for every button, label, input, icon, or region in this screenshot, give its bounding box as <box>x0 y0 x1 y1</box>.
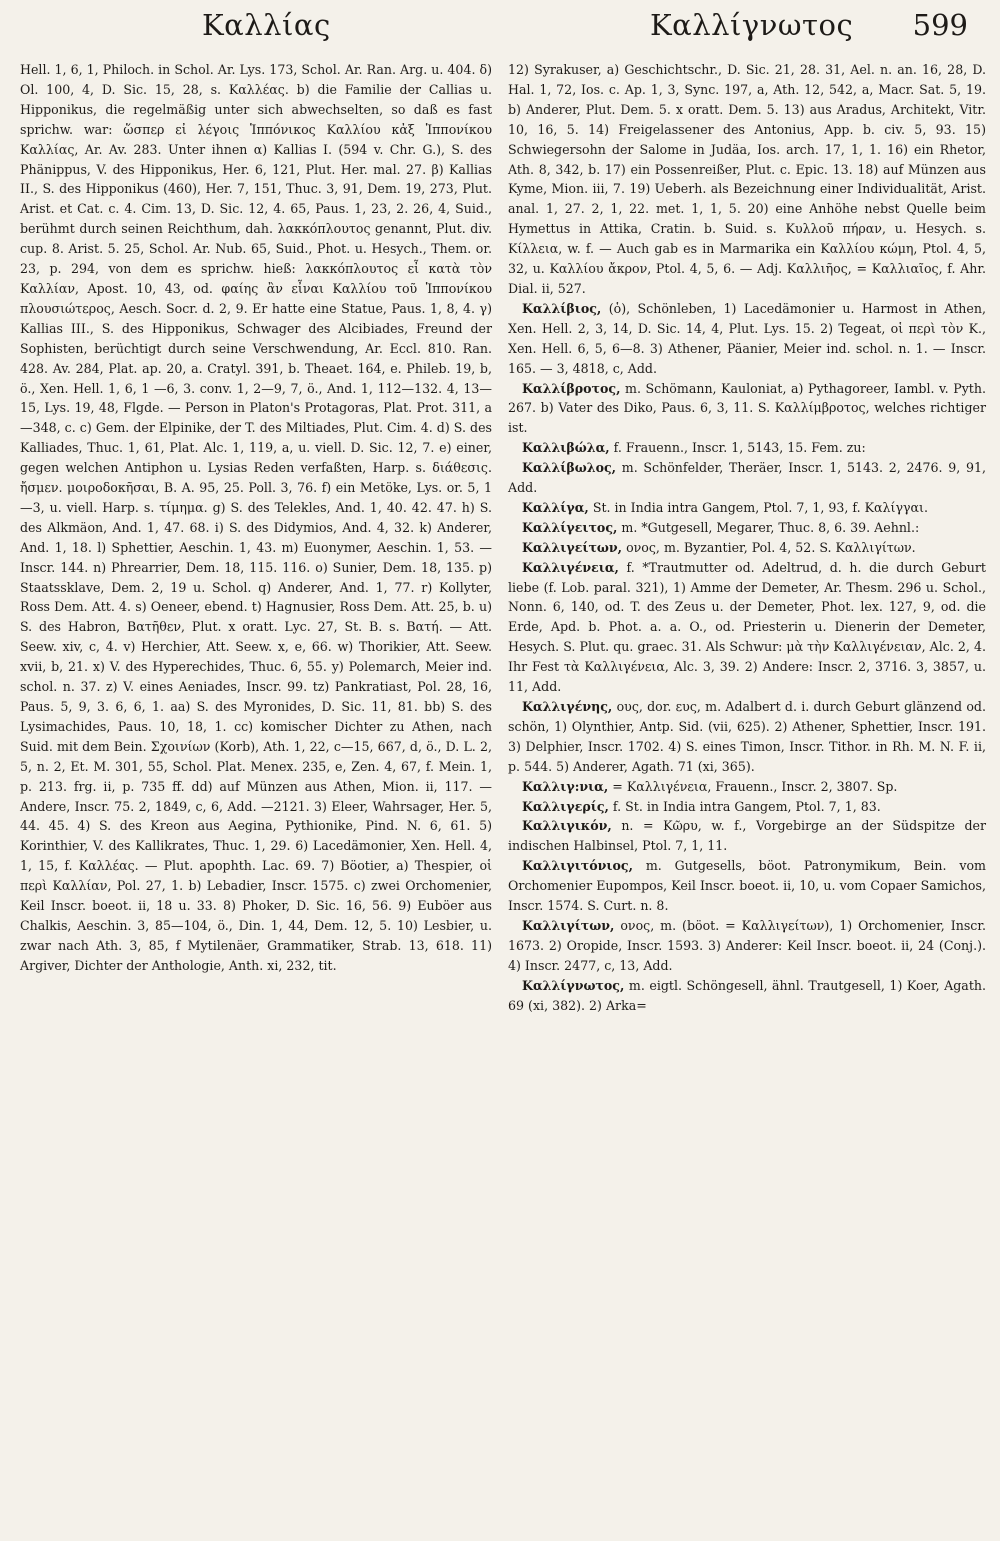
entry-lemma: Καλλιγένης, <box>522 699 613 714</box>
entry-lemma: Καλλίγειτος, <box>522 519 618 535</box>
left-column <box>20 60 492 976</box>
dictionary-entry <box>508 458 986 498</box>
dictionary-entry <box>508 379 986 439</box>
entry-text: f. *Trautmutter od. Adeltrud, d. h. die durch Geburt liebe (f. Lob. paral. 321), 1) Amme der Demeter, Ar. Thesm. 296 u. Schol., Nonn. 6, 140, od. T. des Zeus u. der Demeter, Phot. lex. 127, 9, od. die Erde, Apd. b. Phot. a. a. O., od. Priesterin u. Dienerin der Demeter, Hesych. S. Plut. qu. graec. 31. Als Schwur: μὰ τὴν Καλλιγένειαν, Alc. 2, 4. Ihr Fest τὰ Καλλιγένεια, Alc. 3, 39. 2) Andere: Inscr. 2, 3716. 3, 3857, u. 11, Add. <box>508 559 986 695</box>
header-right-word: Καλλίγνωτος <box>650 8 854 42</box>
dictionary-entry <box>508 518 986 538</box>
entry-text: ους, dor. ευς, m. Adalbert d. i. durch Geburt glänzend od. schön, 1) Olynthier, Antp. Sid. (vii, 625). 2) Athener, Sphettier, Inscr. 191. 3) Delphier, Inscr. 1702. 4) S. eines Timon, Inscr. Tithor. in Rh. M. N. F. ii, p. 544. 5) Anderer, Agath. 71 (xi, 365). <box>508 699 986 774</box>
entry-text: f. Frauenn., Inscr. 1, 5143, 15. Fem. zu: <box>613 440 866 456</box>
dictionary-entry <box>508 558 986 697</box>
entry-lemma: Καλλιγιτόνιος, <box>522 858 633 874</box>
entry-text: = Καλλιγένεια, Frauenn., Inscr. 2, 3807. Sp. <box>612 778 898 794</box>
entry-lemma: Καλλιγείτων, <box>522 539 623 555</box>
dictionary-entry <box>508 538 986 558</box>
entry-text: m. Schömann, Kauloniat, a) Pythagoreer, Iambl. v. Pyth. 267. b) Vater des Diko, Paus. 6, 3, 11. S. Καλλίμβροτος, welches richtiger ist. <box>508 380 986 436</box>
dictionary-entry <box>508 816 986 856</box>
dictionary-entry <box>508 438 986 458</box>
dictionary-entry <box>508 697 986 777</box>
entry-lemma: Καλλίγνωτος, <box>522 977 625 993</box>
entry-lemma: Καλλιγερίς, <box>522 798 609 814</box>
entry-lemma: Καλλίβωλος, <box>522 460 617 476</box>
entry-text: m. *Gutgesell, Megarer, Thuc. 8, 6. 39. Aehnl.: <box>621 519 920 535</box>
entry-lemma: Καλλίβιος, <box>522 300 602 316</box>
entry-text: f. St. in India intra Gangem, Ptol. 7, 1, 83. <box>612 798 881 814</box>
entry-text: Hell. 1, 6, 1, Philoch. in Schol. Ar. Lys. 173, Schol. Ar. Ran. Arg. u. 404. δ) Ol. 100, 4, D. Sic. 15, 28, s. Καλλέας. b) die Familie der Callias u. Hipponikus, die regelmäßig unter sich abwechselten, so daß es fast sprichw. war: ὥσπερ εἰ λέγοις Ἱππόνικος Καλλίου κἀξ Ἱππονίκου Καλλίας, Ar. Av. 283. Unter ihnen α) Kallias I. (594 v. Chr. G.), S. des Phänippus, V. des Hipponikus, Her. 6, 121, Plut. Her. mal. 27. β) Kallias II., S. des Hipponikus (460), Her. 7, 151, Thuc. 3, 91, Dem. 19, 273, Plut. Arist. et Cat. c. 4. Cim. 13, D. Sic. 12, 4. 65, Paus. 1, 23, 2. 26, 4, Suid., berühmt durch seinen Reichthum, dah. λακκόπλουτος genannt, Plut. div. cup. 8. Arist. 5. 25, Schol. Ar. Nub. 65, Suid., Phot. u. Hesych., Them. or. 23, p. 294, von dem es sprichw. hieß: λακκόπλουτος εἶ κατὰ τὸν Καλλίαν, Apost. 10, 43, od. φαίης ἂν εἶναι Καλλίου τοῦ Ἱππονίκου πλουσιώτερος, Aesch. Socr. d. 2, 9. Er hatte eine Statue, Paus. 1, 8, 4. γ) Kallias III., S. des Hipponikus, Schwager des Alcibiades, Freund der Sophisten, berüchtigt durch seine Verschwendung, Ar. Eccl. 810. Ran. 428. Av. 284, Plat. ap. 20, a. Cratyl. 391, b. Theaet. 164, e. Phileb. 19, b, ö., Xen. Hell. 1, 6, 1 —6, 3. conv. 1, 2—9, 7, ö., And. 1, 112—132. 4, 13—15, Lys. 19, 48, Flgde. — Person in Platon's Protagoras, Plat. Prot. 311, a—348, c. c) Gem. der Elpinike, der T. des Miltiades, Plut. Cim. 4. d) S. des Kalliades, Thuc. 1, 61, Plat. Alc. 1, 119, a, u. viell. D. Sic. 12, 7. e) einer, gegen welchen Antiphon u. Lysias Reden verfaßten, Harp. s. διάθεσις. ἤσμεν. μοιροδοκῆσαι, B. A. 95, 25. Poll. 3, 76. f) ein Metöke, Lys. or. 5, 1—3, u. viell. Harp. s. τίμημα. g) S. des Telekles, And. 1, 40. 42. 47. h) S. des Alkmäon, And. 1, 47. 68. i) S. des Didymios, And. 4, 32. k) Anderer, And. 1, 18. l) Sphettier, Aeschin. 1, 43. m) Euonymer, Aeschin. 1, 53. — Inscr. 144. n) Phrearrier, Dem. 18, 115. 116. o) Sunier, Dem. 18, 135. p) Staatssklave, Dem. 2, 19 u. Schol. q) Anderer, And. 1, 77. r) Kollyter, Ross Dem. Att. 4. s) Oeneer, ebend. t) Hagnusier, Ross Dem. Att. 25, b. u) S. des Habron, Βατῆθεν, Plut. x oratt. Lyc. 27, St. B. s. Βατή. — Att. Seew. xiv, c, 4. v) Herchier, Att. Seew. x, e, 66. w) Thorikier, Att. Seew. xvii, b, 21. x) V. des Hyperechides, Thuc. 6, 55. y) Polemarch, Meier ind. schol. n. 37. z) V. eines Aeniades, Inscr. 99. tz) Pankratiast, Pol. 28, 16, Paus. 5, 9, 3. 6, 6, 1. aa) S. des Myronides, D. Sic. 11, 81. bb) S. des Lysimachides, Paus. 10, 18, 1. cc) komischer Dichter zu Athen, nach Suid. mit dem Bein. Σχοινίων (Korb), Ath. 1, 22, c—15, 667, d, ö., D. L. 2, 5, n. 2, Et. M. 301, 55, Schol. Plat. Menex. 235, e, Zen. 4, 67, f. Mein. 1, p. 213. frg. ii, p. 735 ff. dd) auf Münzen aus Athen, Mion. ii, 117. — Andere, Inscr. 75. 2, 1849, c, 6, Add. —2121. 3) Eleer, Wahrsager, Her. 5, 44. 45. 4) S. des Kreon aus Aegina, Pythionike, Pind. N. 6, 61. 5) Korinthier, V. des Kallikrates, Thuc. 1, 29. 6) Lacedämonier, Xen. Hell. 4, 1, 15, f. Καλλέας. — Plut. apophth. Lac. 69. 7) Böotier, a) Thespier, οἱ περὶ Καλλίαν, Pol. 27, 1. b) Lebadier, Inscr. 1575. c) zwei Orchomenier, Keil Inscr. boeot. ii, 18 u. 33. 8) Phoker, D. Sic. 16, 56. 9) Euböer aus Chalkis, Aeschin. 3, 85—104, ö., Din. 1, 44, Dem. 12, 5. 10) Lesbier, u. zwar nach Ath. 3, 85, f Mytilenäer, Grammatiker, Strab. 13, 618. 11) Argiver, Dichter der Anthologie, Anth. xi, 232, tit. <box>20 62 492 973</box>
entry-text: n. = Κῶρυ, w. f., Vorgebirge an der Südspitze der indischen Halbinsel, Ptol. 7, 1, 11. <box>508 818 986 854</box>
entry-text: ονος, m. Byzantier, Pol. 4, 52. S. Καλλιγίτων. <box>626 539 916 555</box>
right-column <box>508 60 986 1016</box>
entry-text: m. Schönfelder, Theräer, Inscr. 1, 5143. 2, 2476. 9, 91, Add. <box>508 460 986 496</box>
entry-text: m. Gutgesells, böot. Patronymikum, Bein. vom Orchomenier Eupompos, Keil Inscr. boeot. ii, 10, u. vom Copaer Samichos, Inscr. 1574. S. Curt. n. 8. <box>508 858 986 914</box>
dictionary-entry <box>508 856 986 916</box>
dictionary-entry <box>508 916 986 976</box>
dictionary-entry <box>508 299 986 379</box>
entry-text: St. in India intra Gangem, Ptol. 7, 1, 93, f. Καλίγγαι. <box>592 499 928 515</box>
entry-lemma: Καλλιγένεια, <box>522 559 619 575</box>
entry-lemma: Καλλιγ:νια, <box>522 778 609 794</box>
entry-text: m. eigtl. Schöngesell, ähnl. Trautgesell, 1) Koer, Agath. 69 (xi, 382). 2) Arka= <box>508 977 986 1013</box>
dictionary-entry <box>508 777 986 797</box>
entry-lemma: Καλλίβροτος, <box>522 380 621 396</box>
entry-text: 12) Syrakuser, a) Geschichtschr., D. Sic. 21, 28. 31, Ael. n. an. 16, 28, D. Hal. 1, 72, Ios. c. Ap. 1, 3, Sync. 197, a, Ath. 12, 542, a, Macr. Sat. 5, 19. b) Anderer, Plut. Dem. 5. x oratt. Dem. 5. 13) aus Aradus, Architekt, Vitr. 10, 16, 5. 14) Freigelassener des Antonius, App. b. civ. 5, 93. 15) Schwiegersohn der Salome in Judäa, Ios. arch. 17, 1, 1. 16) ein Rhetor, Ath. 8, 342, b. 17) ein Possenreißer, Plut. c. Epic. 13. 18) auf Münzen aus Kyme, Mion. iii, 7. 19) Ueberh. als Bezeichnung einer Individualität, Arist. anal. 1, 27. 2, 1, 22. met. 1, 1, 5. 20) eine Anhöhe nebst Quelle beim Hymettus in Attika, Cratin. b. Suid. s. Κυλλοῦ πήραν, u. Hesych. s. Κίλλεια, w. f. — Auch gab es in Marmarika ein Καλλίου κώμη, Ptol. 4, 5, 32, u. Καλλίου ἄκρον, Ptol. 4, 5, 6. — Adj. Καλλιῆος, = Καλλιαῖος, f. Ahr. Dial. ii, 527. <box>508 62 986 296</box>
running-header <box>40 8 968 48</box>
dictionary-entry <box>508 498 986 518</box>
dictionary-entry <box>508 797 986 817</box>
dictionary-entry <box>508 60 986 299</box>
dictionary-entry <box>508 976 986 1016</box>
entry-lemma: Καλλιγικόν, <box>522 818 612 834</box>
entry-lemma: Καλλιβώλα, <box>522 440 610 456</box>
entry-text: ονος, m. (böot. = Καλλιγείτων), 1) Orchomenier, Inscr. 1673. 2) Oropide, Inscr. 1593. 3) Anderer: Keil Inscr. boeot. ii, 24 (Conj.). 4) Inscr. 2477, c, 13, Add. <box>508 917 986 973</box>
entry-text: (ὁ), Schönleben, 1) Lacedämonier u. Harmost in Athen, Xen. Hell. 2, 3, 14, D. Sic. 14, 4, Plut. Lys. 15. 2) Tegeat, οἱ περὶ τὸν K., Xen. Hell. 6, 5, 6—8. 3) Athener, Päanier, Meier ind. schol. n. 1. — Inscr. 165. — 3, 4818, c, Add. <box>508 300 986 376</box>
entry-lemma: Καλλίγα, <box>522 499 589 515</box>
header-left-word: Καλλίας <box>202 8 331 42</box>
entry-lemma: Καλλιγίτων, <box>522 917 615 933</box>
page-number: 599 <box>912 8 968 42</box>
